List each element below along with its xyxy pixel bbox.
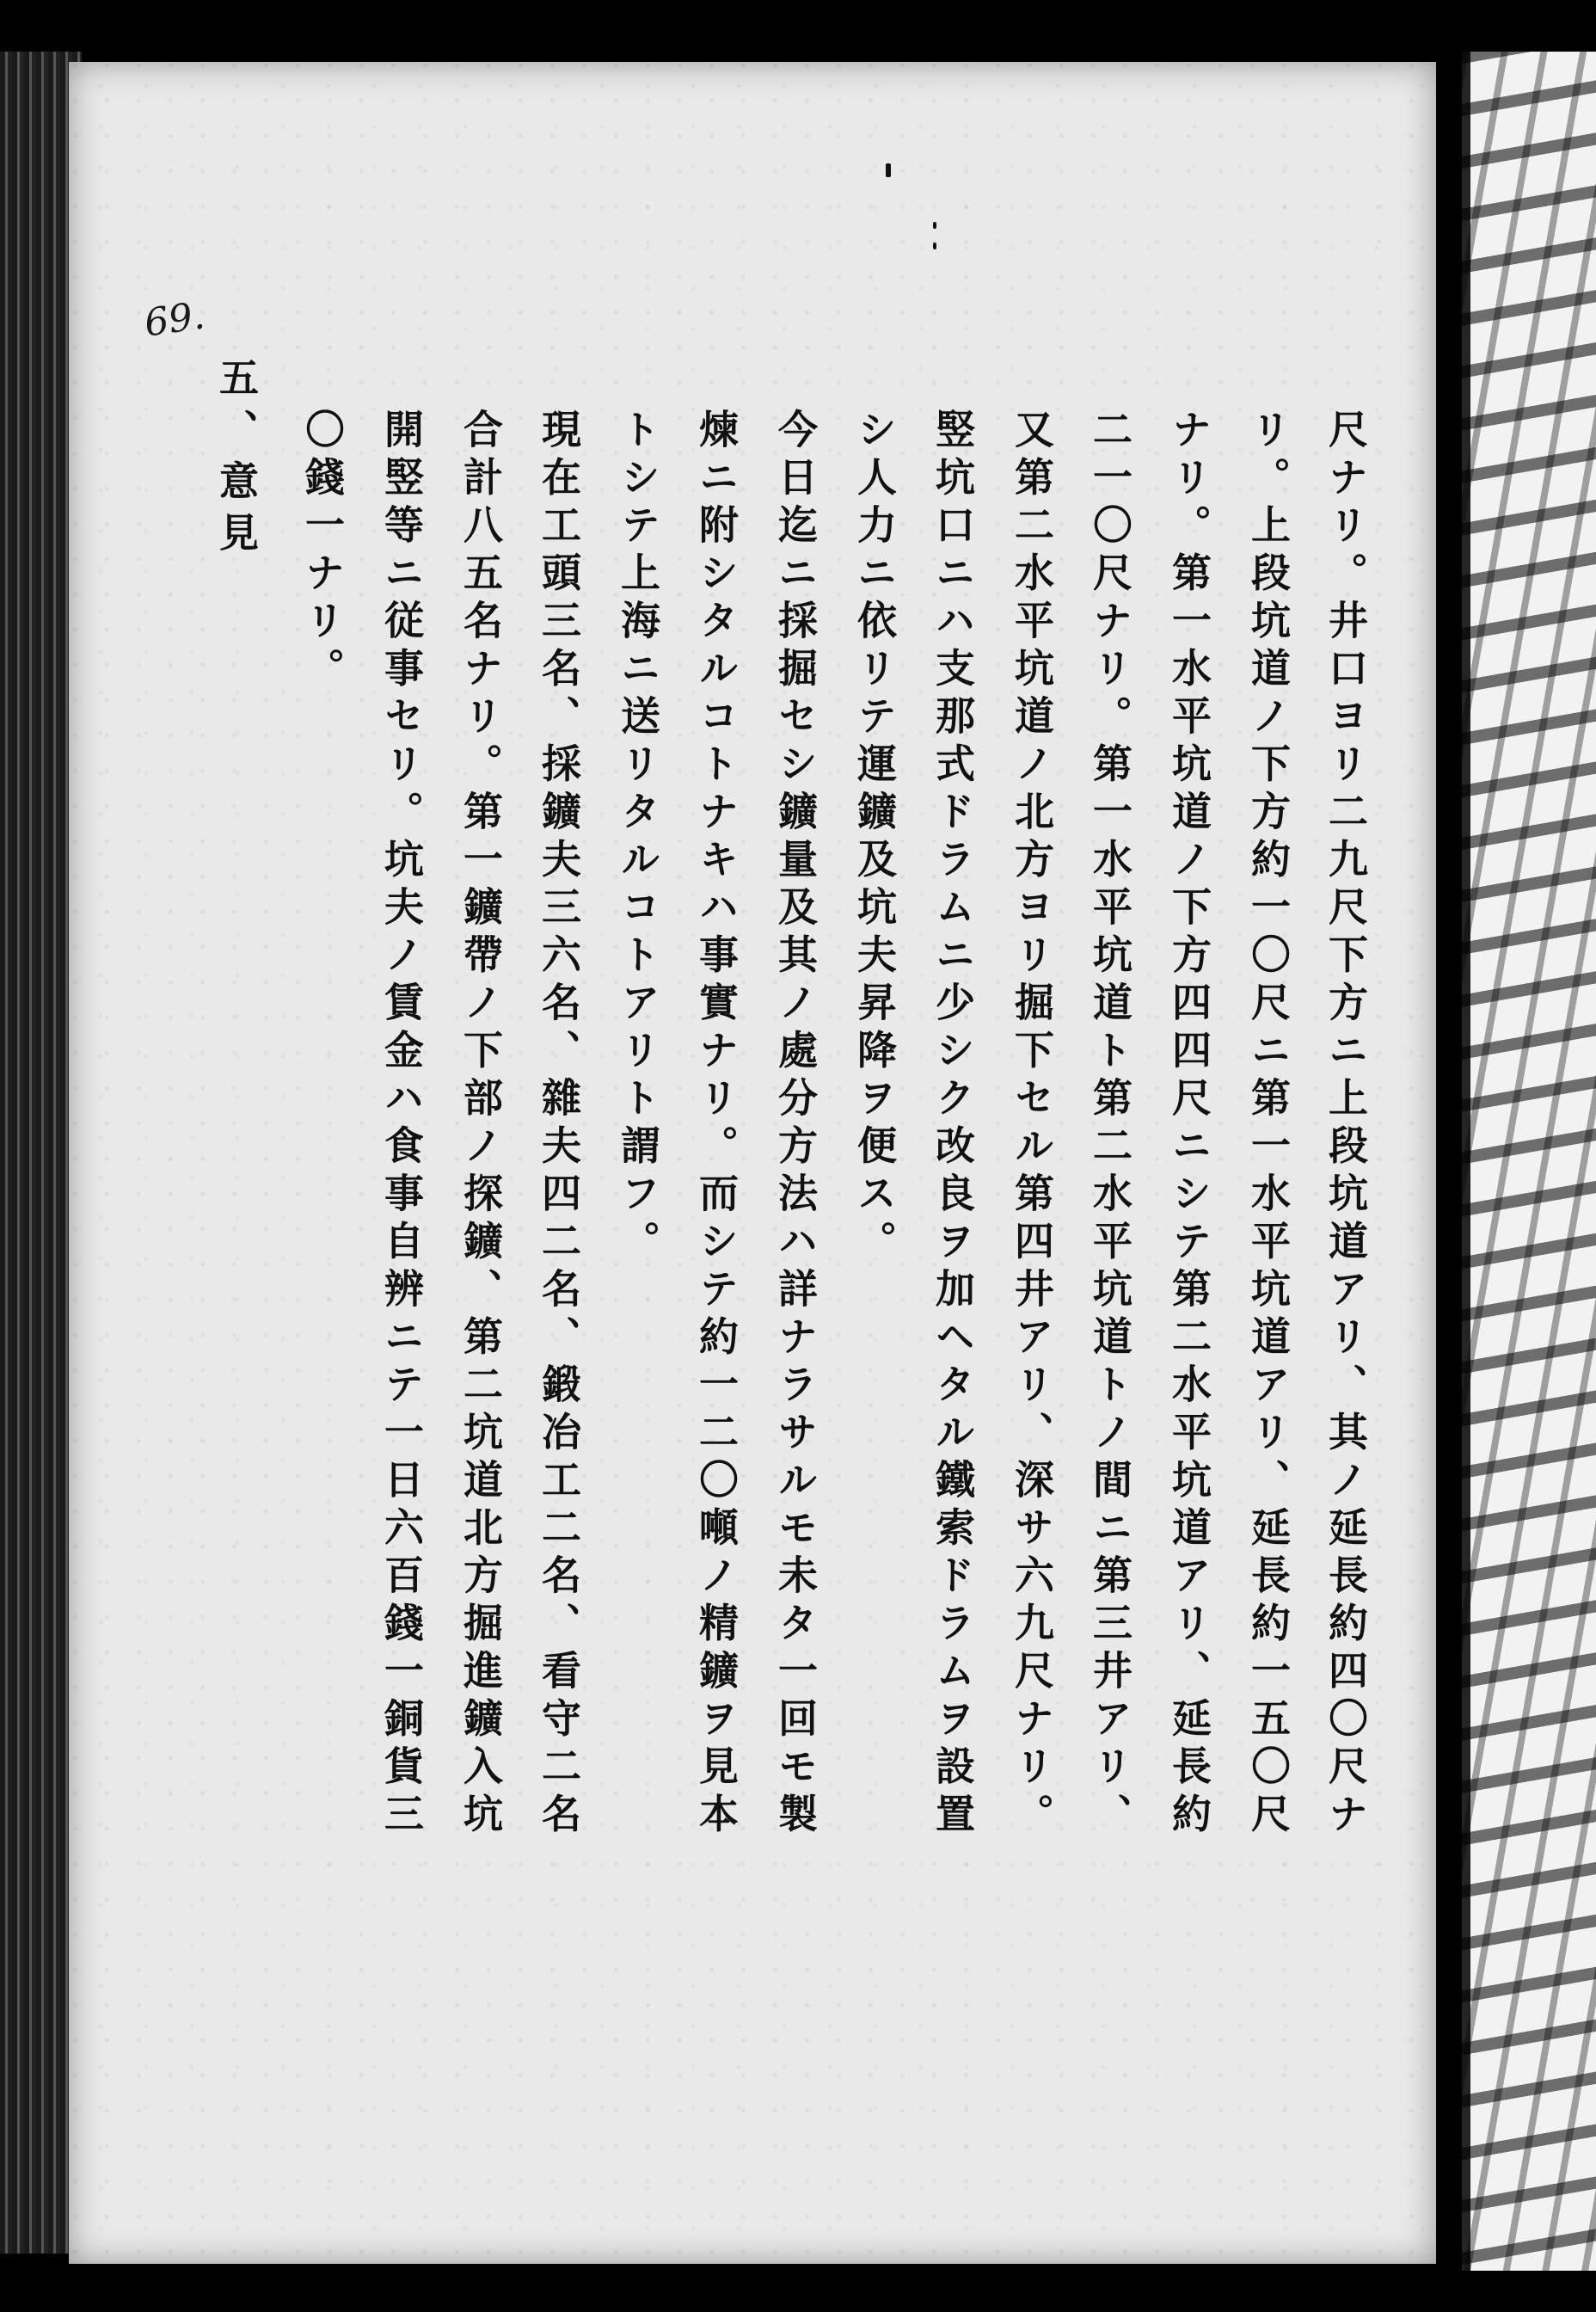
page-sheet bbox=[69, 62, 1436, 2264]
text-column: 煉ニ附シタルコトナキハ事實ナリ。而シテ約一二〇噸ノ精鑛ヲ見本 bbox=[693, 409, 740, 1841]
adjacent-page-edge bbox=[1462, 52, 1596, 2271]
text-column: 又第二水平坑道ノ北方ヨリ掘下セル第四井アリ、深サ六九尺ナリ。 bbox=[1009, 409, 1055, 1841]
text-column: 〇錢一ナリ。 bbox=[299, 409, 346, 695]
text-column: シ人力ニ依リテ運鑛及坑夫昇降ヲ便ス。 bbox=[851, 409, 898, 1268]
ink-speck bbox=[886, 163, 891, 177]
ink-speck bbox=[933, 222, 936, 229]
text-column: リ。上段坑道ノ下方約一〇尺ニ第一水平坑道アリ、延長約一五〇尺 bbox=[1245, 409, 1292, 1841]
text-column: 今日迄ニ採掘セシ鑛量及其ノ處分方法ハ詳ナラサルモ未タ一回モ製 bbox=[772, 409, 819, 1841]
text-column: ナリ。第一水平坑道ノ下方四四尺ニシテ第二水平坑道アリ、延長約 bbox=[1166, 409, 1212, 1841]
page-number: 69. bbox=[141, 293, 208, 346]
text-column: 合計八五名ナリ。第一鑛帶ノ下部ノ探鑛、第二坑道北方掘進鑛入坑 bbox=[457, 409, 504, 1841]
text-column: 現在工頭三名、採鑛夫三六名、雜夫四二名、鍛冶工二名、看守二名 bbox=[536, 409, 582, 1841]
text-column: トシテ上海ニ送リタルコトアリト謂フ。 bbox=[615, 409, 661, 1268]
section-heading: 五、意見 bbox=[213, 357, 260, 563]
text-column: 開竪等ニ従事セリ。坑夫ノ賃金ハ食事自辨ニテ一日六百錢一銅貨三 bbox=[378, 409, 425, 1841]
text-column: 竪坑口ニハ支那式ドラムニ少シク改良ヲ加ヘタル鐵索ドラムヲ設置 bbox=[930, 409, 976, 1841]
text-column: 尺ナリ。井口ヨリ二九尺下方ニ上段坑道アリ、其ノ延長約四〇尺ナ bbox=[1323, 409, 1369, 1841]
text-column: 二一〇尺ナリ。第一水平坑道ト第二水平坑道トノ間ニ第三井アリ、 bbox=[1087, 409, 1133, 1841]
ink-speck bbox=[933, 243, 936, 249]
